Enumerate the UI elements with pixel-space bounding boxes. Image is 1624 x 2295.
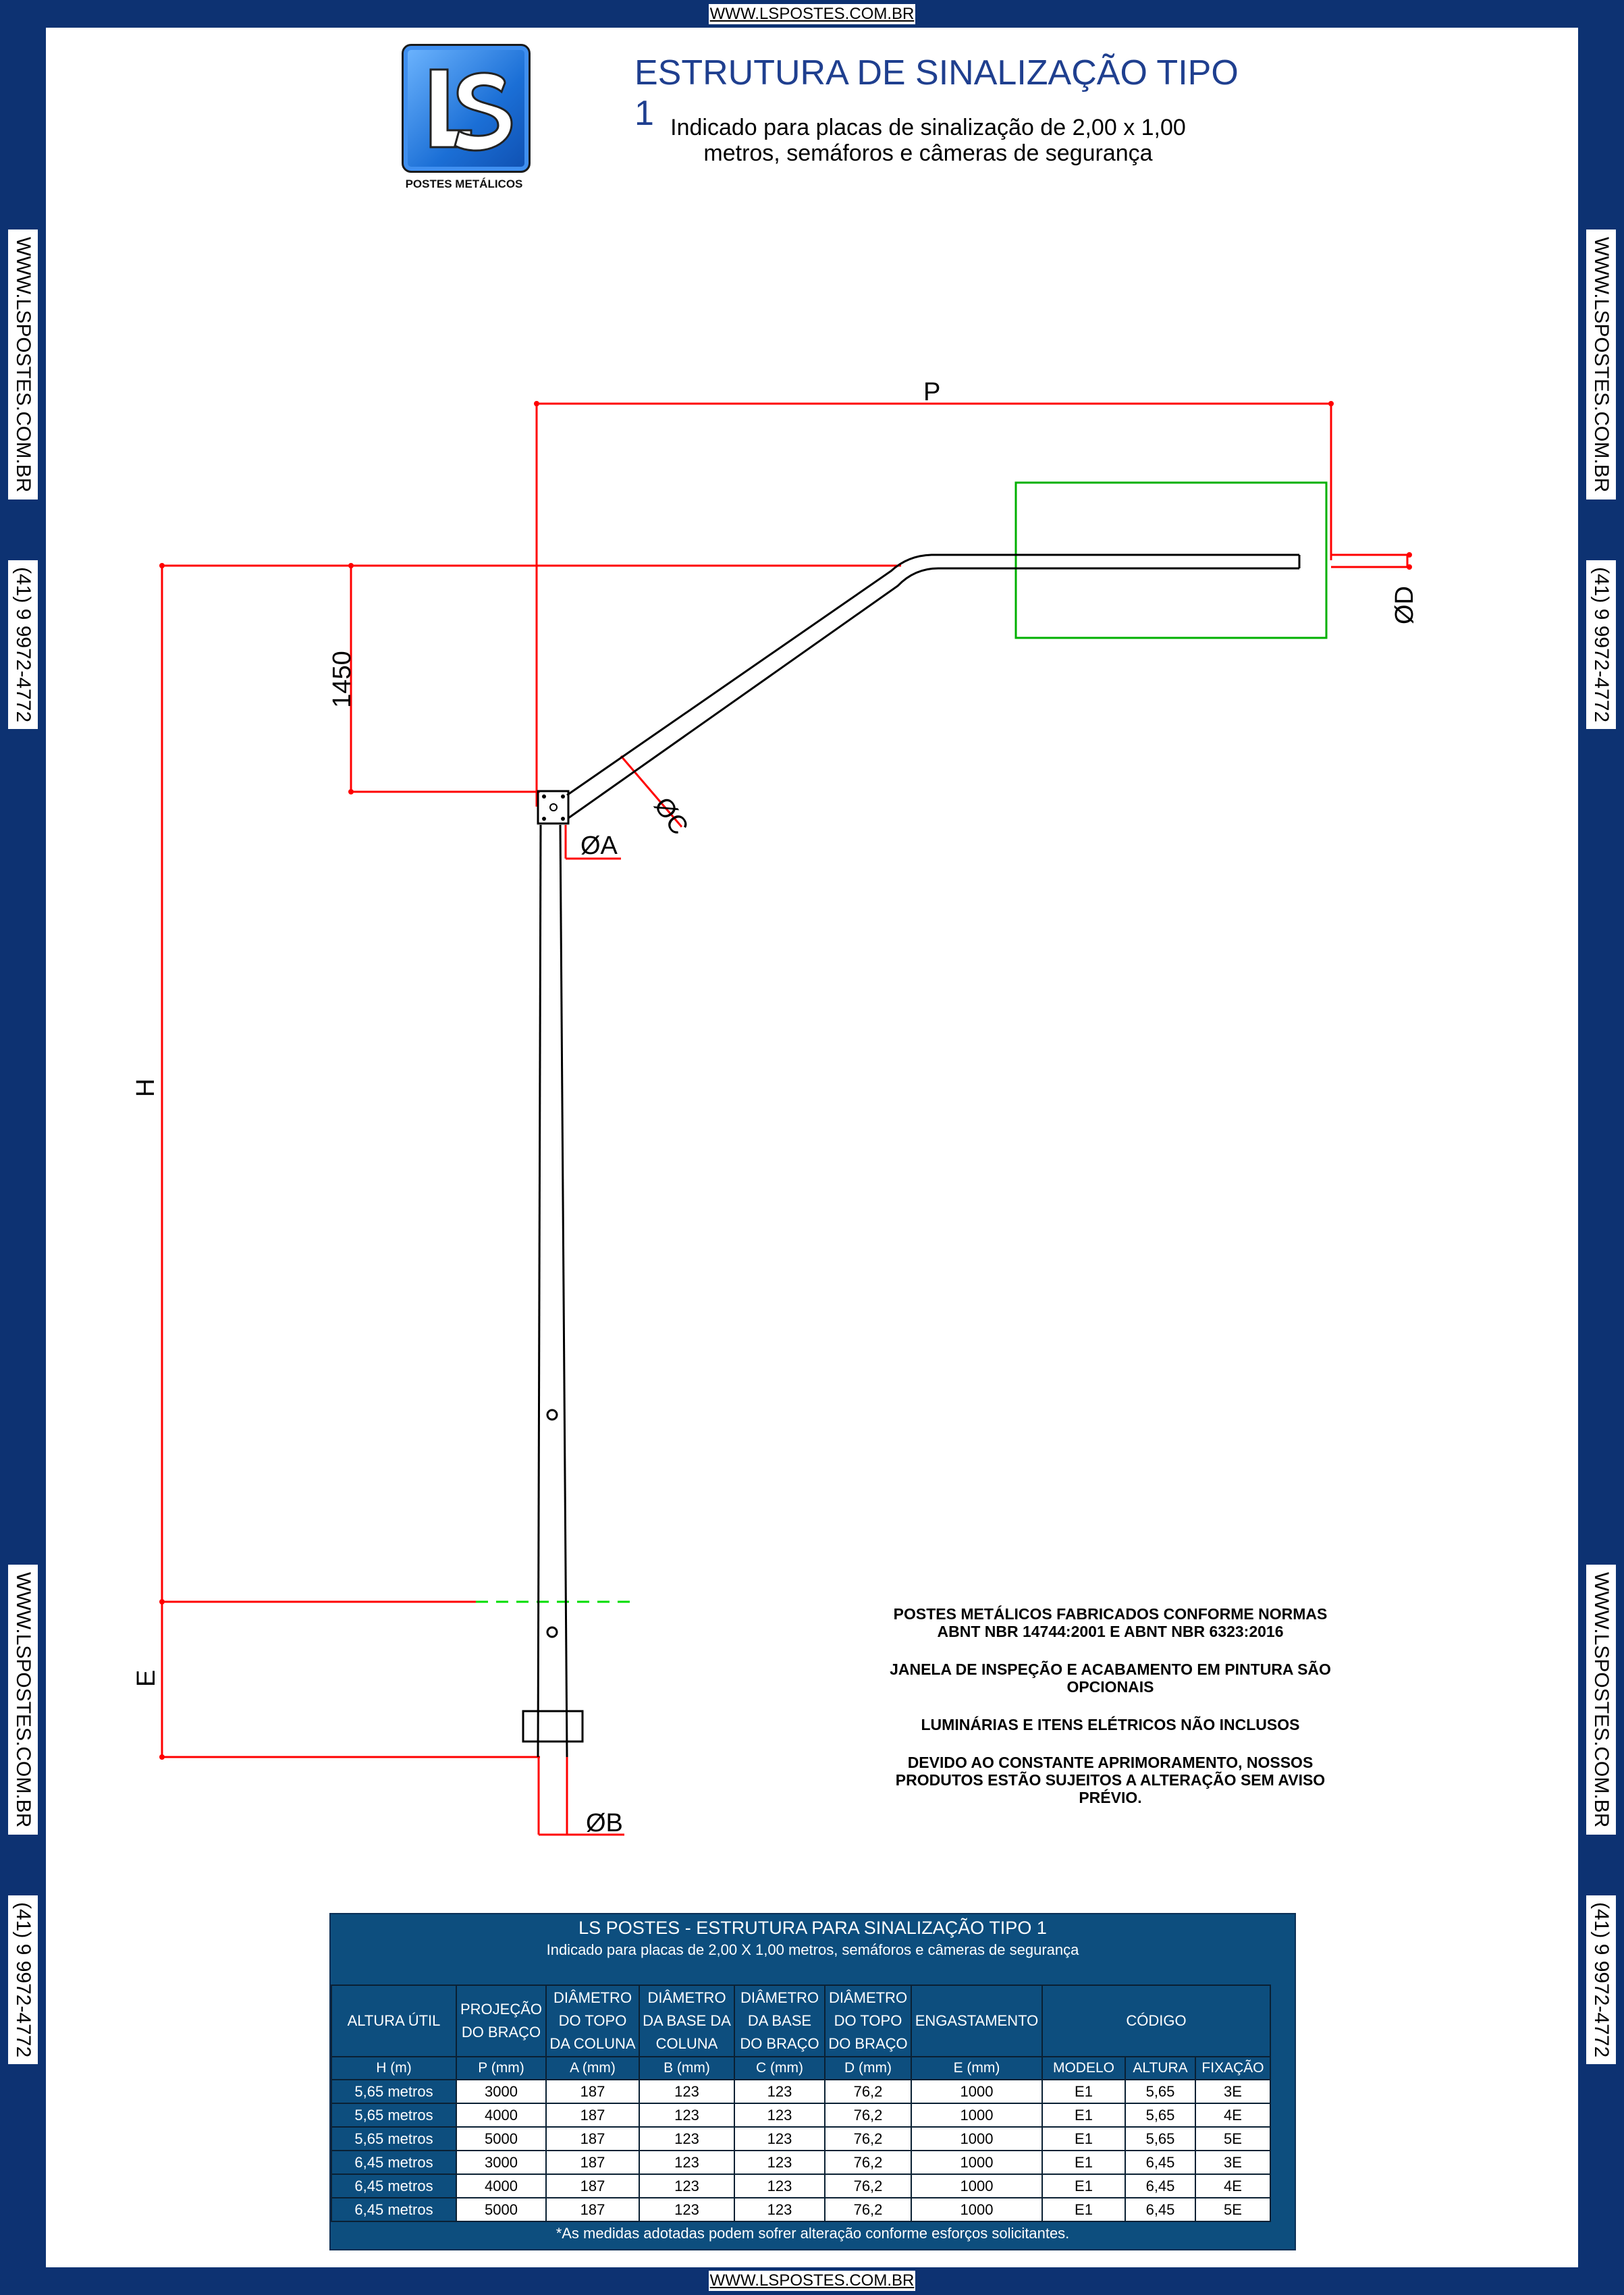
table-cell: 1000 (911, 2103, 1042, 2127)
bolt-holes (542, 794, 565, 821)
table-row (331, 2198, 1270, 2221)
unit-altura: ALTURA (1125, 2057, 1195, 2080)
table-cell: 123 (639, 2198, 734, 2221)
table-cell: 4000 (456, 2174, 546, 2198)
table-unit-row (331, 2057, 1270, 2080)
table-cell: 6,45 (1125, 2174, 1195, 2198)
table-cell: 6,45 metros (331, 2174, 456, 2198)
site-url-bottom[interactable]: WWW.LSPOSTES.COM.BR (709, 2271, 915, 2290)
col-header-dia-top-arm: DIÂMETRO DO TOPO DO BRAÇO (825, 1985, 911, 2057)
table-cell: 6,45 metros (331, 2151, 456, 2174)
table-cell: 5,65 metros (331, 2080, 456, 2103)
page-subtitle: Indicado para placas de sinalização de 2,00 x 1,00 metros, semáforos e câmeras de segurança (670, 115, 1186, 166)
table-cell: 5,65 (1125, 2103, 1195, 2127)
table-cell: 123 (734, 2151, 825, 2174)
table-cell: 3000 (456, 2080, 546, 2103)
dim-label-d: ØD (1390, 586, 1419, 624)
table-cell: E1 (1042, 2080, 1125, 2103)
table-cell: 5000 (456, 2198, 546, 2221)
site-url-top[interactable]: WWW.LSPOSTES.COM.BR (709, 5, 915, 23)
table-cell: E1 (1042, 2198, 1125, 2221)
table-row (331, 2127, 1270, 2151)
table-cell: E1 (1042, 2151, 1125, 2174)
table-cell: 5000 (456, 2127, 546, 2151)
unit-p: P (mm) (456, 2057, 546, 2080)
table-cell: 5,65 (1125, 2080, 1195, 2103)
table-title: LS POSTES - ESTRUTURA PARA SINALIZAÇÃO TIPO 1 (578, 1918, 1047, 1938)
table-cell: 76,2 (825, 2174, 911, 2198)
table-body (331, 2080, 1270, 2221)
table-cell: 1000 (911, 2080, 1042, 2103)
table-cell: 1000 (911, 2198, 1042, 2221)
col-header-projection: PROJEÇÃO DO BRAÇO (456, 1985, 546, 2057)
table-cell: 5E (1195, 2127, 1270, 2151)
side-url-right-top[interactable]: WWW.LSPOSTES.COM.BR (1586, 230, 1616, 500)
page-title: ESTRUTURA DE SINALIZAÇÃO TIPO 1 (634, 53, 1239, 133)
unit-c: C (mm) (734, 2057, 825, 2080)
table-cell: 76,2 (825, 2103, 911, 2127)
table-cell: 5E (1195, 2198, 1270, 2221)
dim-label-e: E (132, 1669, 161, 1688)
table-cell: 76,2 (825, 2151, 911, 2174)
pole-structure (523, 555, 1299, 1757)
table-cell: 3E (1195, 2151, 1270, 2174)
table-cell: 76,2 (825, 2127, 911, 2151)
table-cell: 123 (639, 2151, 734, 2174)
side-url-left-top[interactable]: WWW.LSPOSTES.COM.BR (8, 230, 38, 500)
table-cell: 123 (734, 2103, 825, 2127)
side-url-right-bottom[interactable]: WWW.LSPOSTES.COM.BR (1586, 1565, 1616, 1835)
dim-label-1450: 1450 (327, 651, 356, 708)
notes-block (871, 1605, 1350, 1827)
table-cell: 6,45 (1125, 2151, 1195, 2174)
spec-table (331, 1985, 1271, 2222)
unit-e: E (mm) (911, 2057, 1042, 2080)
table-cell: 187 (546, 2198, 639, 2221)
side-phone-left-top: (41) 9 9972-4772 (8, 560, 38, 729)
table-cell: 76,2 (825, 2080, 911, 2103)
table-cell: 5,65 metros (331, 2103, 456, 2127)
table-cell: 123 (639, 2103, 734, 2127)
table-cell: 1000 (911, 2127, 1042, 2151)
table-cell: 4E (1195, 2103, 1270, 2127)
unit-d: D (mm) (825, 2057, 911, 2080)
table-cell: 6,45 metros (331, 2198, 456, 2221)
sign-plate-outline (1016, 483, 1326, 638)
table-cell: 76,2 (825, 2198, 911, 2221)
unit-a: A (mm) (546, 2057, 639, 2080)
table-cell: 123 (734, 2127, 825, 2151)
note-inspection: JANELA DE INSPEÇÃO E ACABAMENTO EM PINTURA SÃO OPCIONAIS (890, 1660, 1331, 1696)
table-cell: 5,65 metros (331, 2127, 456, 2151)
note-changes: DEVIDO AO CONSTANTE APRIMORAMENTO, NOSSOS PRODUTOS ESTÃO SUJEITOS A ALTERAÇÃO SEM AVISO PRÉVIO. (895, 1754, 1326, 1806)
side-phone-right-bottom: (41) 9 9972-4772 (1586, 1895, 1616, 2064)
col-header-dia-top-column: DIÂMETRO DO TOPO DA COLUNA (546, 1985, 639, 2057)
table-cell: 187 (546, 2080, 639, 2103)
table-cell: 4E (1195, 2174, 1270, 2198)
table-row (331, 2080, 1270, 2103)
table-cell: 3E (1195, 2080, 1270, 2103)
spec-table-panel (329, 1913, 1296, 2250)
dim-label-h: H (132, 1078, 161, 1098)
note-standards: POSTES METÁLICOS FABRICADOS CONFORME NORMAS ABNT NBR 14744:2001 E ABNT NBR 6323:2016 (893, 1605, 1328, 1640)
side-url-left-bottom[interactable]: WWW.LSPOSTES.COM.BR (8, 1565, 38, 1835)
table-cell: 123 (734, 2080, 825, 2103)
side-phone-right-top: (41) 9 9972-4772 (1586, 560, 1616, 729)
table-header-row (331, 1985, 1270, 2057)
note-luminaires: LUMINÁRIAS E ITENS ELÉTRICOS NÃO INCLUSOS (921, 1716, 1300, 1733)
col-header-embedment: ENGASTAMENTO (911, 1985, 1042, 2057)
table-cell: 123 (734, 2198, 825, 2221)
table-cell: 123 (734, 2174, 825, 2198)
table-cell: 6,45 (1125, 2198, 1195, 2221)
table-cell: 123 (639, 2127, 734, 2151)
logo-caption: POSTES METÁLICOS (405, 178, 523, 190)
table-cell: 123 (639, 2174, 734, 2198)
table-cell: 187 (546, 2103, 639, 2127)
table-cell: 123 (639, 2080, 734, 2103)
col-header-dia-base-arm: DIÂMETRO DA BASE DO BRAÇO (734, 1985, 825, 2057)
table-cell: 4000 (456, 2103, 546, 2127)
unit-h: H (m) (331, 2057, 456, 2080)
dim-label-b: ØB (586, 1809, 623, 1837)
side-phone-left-bottom: (41) 9 9972-4772 (8, 1895, 38, 2064)
table-row (331, 2151, 1270, 2174)
table-cell: 1000 (911, 2174, 1042, 2198)
dimension-ticks (159, 401, 1412, 1760)
col-header-dia-base-column: DIÂMETRO DA BASE DA COLUNA (639, 1985, 734, 2057)
table-cell: E1 (1042, 2103, 1125, 2127)
col-header-code: CÓDIGO (1042, 1985, 1270, 2057)
unit-fixacao: FIXAÇÃO (1195, 2057, 1270, 2080)
table-cell: 187 (546, 2151, 639, 2174)
unit-b: B (mm) (639, 2057, 734, 2080)
unit-model: MODELO (1042, 2057, 1125, 2080)
table-cell: 5,65 (1125, 2127, 1195, 2151)
col-header-height: ALTURA ÚTIL (331, 1985, 456, 2057)
table-cell: 187 (546, 2174, 639, 2198)
table-row (331, 2103, 1270, 2127)
dim-label-p: P (923, 378, 941, 406)
table-subtitle: Indicado para placas de 2,00 X 1,00 metros, semáforos e câmeras de segurança (546, 1941, 1079, 1958)
table-cell: E1 (1042, 2174, 1125, 2198)
table-row (331, 2174, 1270, 2198)
table-cell: 3000 (456, 2151, 546, 2174)
table-cell: 187 (546, 2127, 639, 2151)
table-cell: E1 (1042, 2127, 1125, 2151)
dim-label-c: ØC (648, 792, 694, 840)
table-footnote: *As medidas adotadas podem sofrer alteração conforme esforços solicitantes. (556, 2225, 1070, 2242)
table-cell: 1000 (911, 2151, 1042, 2174)
dim-label-a: ØA (580, 832, 618, 860)
